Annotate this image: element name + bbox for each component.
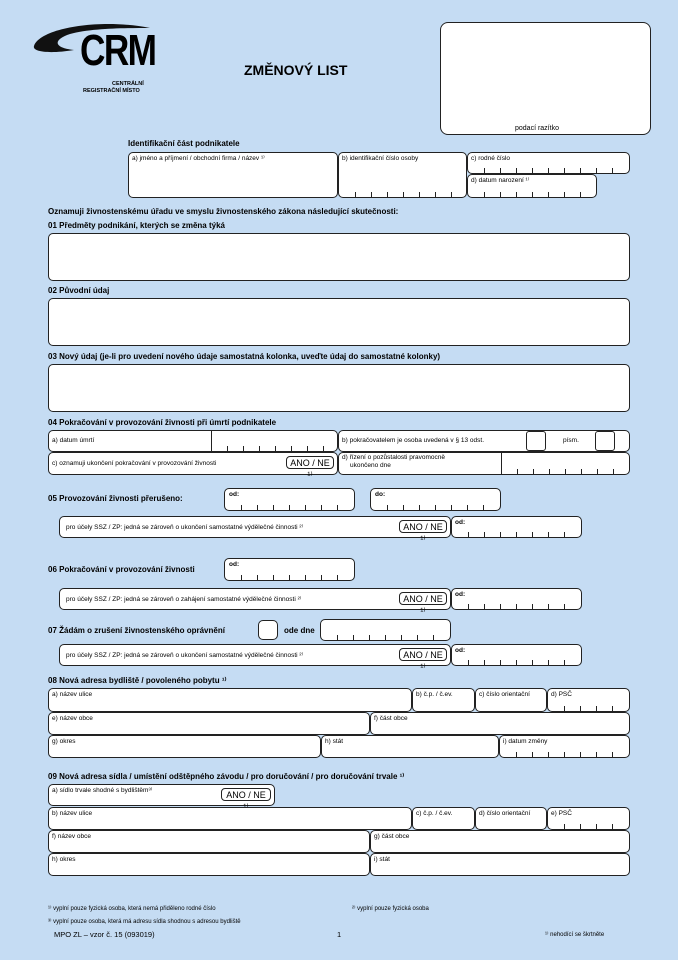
- s02-heading: 02 Původní údaj: [48, 286, 110, 295]
- digit-separator: [564, 604, 565, 609]
- s05-heading: 05 Provozování živnosti přerušeno:: [48, 494, 183, 503]
- s09-yn-toggle[interactable]: ANO / NE: [221, 788, 271, 801]
- digit-separator: [516, 752, 517, 757]
- s05-ssz-od-field[interactable]: [451, 516, 582, 538]
- digit-separator: [548, 192, 549, 197]
- s08-b-label: b) č.p. / č.ev.: [416, 691, 453, 698]
- digit-separator: [596, 752, 597, 757]
- digit-separator: [484, 192, 485, 197]
- digit-separator: [484, 532, 485, 537]
- s06-ssz-od-label: od:: [455, 591, 466, 598]
- s07-ode-label: ode dne: [284, 626, 315, 635]
- s07-date-field[interactable]: [320, 619, 451, 641]
- digit-separator: [532, 752, 533, 757]
- ident-rc-field[interactable]: [467, 152, 630, 174]
- page-number: 1: [337, 930, 342, 939]
- s07-ssz-od-field[interactable]: [451, 644, 582, 666]
- s07-ssz-field[interactable]: [59, 644, 451, 666]
- digit-separator: [433, 635, 434, 640]
- s08-date-field[interactable]: [499, 735, 630, 758]
- digit-separator: [337, 635, 338, 640]
- digit-separator: [532, 532, 533, 537]
- s09-city-field[interactable]: [48, 830, 370, 853]
- digit-separator: [419, 192, 420, 197]
- footnote-1: ¹⁾ vyplní pouze fyzická osoba, která nemá přiděleno rodné číslo: [48, 906, 216, 912]
- digit-separator: [451, 505, 452, 510]
- ident-ico-field[interactable]: [338, 152, 467, 198]
- digit-separator: [259, 446, 260, 451]
- digit-separator: [321, 505, 322, 510]
- digit-separator: [597, 469, 598, 474]
- intro-text: Oznamuji živnostenskému úřadu ve smyslu živnostenského zákona následující skutečnosti:: [48, 207, 399, 216]
- digit-separator: [580, 752, 581, 757]
- s05-ssz-label: pro účely SSZ / ZP: jedná se zároveň o ukončení samostatné výdělečné činnosti ²⁾: [66, 524, 304, 531]
- s07-checkbox[interactable]: [258, 620, 278, 640]
- s08-cp-field[interactable]: [412, 688, 475, 712]
- digit-separator: [564, 752, 565, 757]
- s09-h-label: h) okres: [52, 856, 76, 863]
- digit-separator: [548, 604, 549, 609]
- digit-separator: [387, 505, 388, 510]
- digit-separator: [581, 469, 582, 474]
- s08-district-field[interactable]: [48, 735, 321, 758]
- digit-separator: [435, 192, 436, 197]
- digit-separator: [305, 505, 306, 510]
- digit-separator: [548, 532, 549, 537]
- digit-separator: [564, 824, 565, 829]
- s08-c-label: c) číslo orientační: [479, 691, 530, 698]
- digit-separator: [548, 752, 549, 757]
- digit-separator: [467, 505, 468, 510]
- s08-heading: 08 Nová adresa bydliště / povoleného pobytu ¹⁾: [48, 676, 227, 685]
- digit-separator: [275, 446, 276, 451]
- s08-a-label: a) název ulice: [52, 691, 93, 698]
- digit-separator: [580, 824, 581, 829]
- digit-separator: [548, 660, 549, 665]
- s06-heading: 06 Pokračování v provozování živnosti: [48, 565, 195, 574]
- s09-cp-field[interactable]: [412, 807, 475, 830]
- digit-separator: [323, 446, 324, 451]
- s06-ssz-label: pro účely SSZ / ZP: jedná se zároveň o zahájení samostatné výdělečné činnosti ²⁾: [66, 596, 302, 603]
- s04-a-label: a) datum úmrtí: [52, 437, 95, 444]
- ident-ico-label: b) identifikační číslo osoby: [342, 155, 419, 162]
- logo-line2: REGISTRAČNÍ MÍSTO: [83, 88, 140, 94]
- s08-street-field[interactable]: [48, 688, 412, 712]
- s04-pism-label: písm.: [563, 437, 579, 444]
- s09-a-label: a) sídlo trvale shodné s bydlištěm³⁾: [52, 787, 153, 794]
- digit-separator: [307, 446, 308, 451]
- digit-separator: [548, 168, 549, 173]
- s04-heading: 04 Pokračování v provozování živnosti při úmrtí podnikatele: [48, 418, 277, 427]
- digit-separator: [564, 192, 565, 197]
- s08-part-field[interactable]: [370, 712, 630, 735]
- s06-yn-toggle[interactable]: ANO / NE ¹⁾: [399, 592, 447, 605]
- digit-separator: [612, 824, 613, 829]
- digit-separator: [500, 192, 501, 197]
- s02-field[interactable]: [48, 298, 630, 346]
- digit-separator: [500, 532, 501, 537]
- s09-b-label: b) název ulice: [52, 810, 93, 817]
- s08-f-label: f) část obce: [374, 715, 408, 722]
- s09-part-field[interactable]: [370, 830, 630, 853]
- s04-b-field[interactable]: [338, 430, 630, 452]
- s04-odst-box[interactable]: [526, 431, 546, 451]
- digit-separator: [517, 469, 518, 474]
- digit-separator: [401, 635, 402, 640]
- stamp-box[interactable]: [440, 22, 651, 135]
- digit-separator: [417, 635, 418, 640]
- digit-separator: [321, 575, 322, 580]
- s06-ssz-field[interactable]: [59, 588, 451, 610]
- digit-separator: [516, 192, 517, 197]
- digit-separator: [243, 446, 244, 451]
- digit-separator: [532, 192, 533, 197]
- digit-separator: [227, 446, 228, 451]
- digit-separator: [596, 168, 597, 173]
- s05-yn-toggle[interactable]: ANO / NE ¹⁾: [399, 520, 447, 533]
- digit-separator: [273, 575, 274, 580]
- digit-separator: [483, 505, 484, 510]
- ident-dob-field[interactable]: [467, 174, 597, 198]
- s05-ssz-field[interactable]: [59, 516, 451, 538]
- s08-h-label: h) stát: [325, 738, 344, 745]
- s08-i-label: i) datum změny: [503, 738, 548, 745]
- digit-separator: [403, 505, 404, 510]
- s08-g-label: g) okres: [52, 738, 76, 745]
- digit-separator: [468, 532, 469, 537]
- s07-ssz-od-label: od:: [455, 647, 466, 654]
- digit-separator: [435, 505, 436, 510]
- digit-separator: [564, 706, 565, 711]
- footnote-3: ³⁾ vyplní pouze osoba, která má adresu sídla shodnou s adresou bydliště: [48, 919, 241, 925]
- digit-separator: [355, 192, 356, 197]
- s04-death-date-field[interactable]: [48, 430, 338, 452]
- field-divider: [211, 431, 212, 451]
- digit-separator: [516, 660, 517, 665]
- s09-co-field[interactable]: [475, 807, 547, 830]
- s06-od-field[interactable]: [224, 558, 355, 581]
- digit-separator: [484, 660, 485, 665]
- footnote-2: ²⁾ vyplní pouze fyzická osoba: [352, 906, 429, 912]
- s04-b-label: b) pokračovatelem je osoba uvedená v § 13 odst.: [342, 437, 485, 444]
- digit-separator: [612, 752, 613, 757]
- s04-d1-label: d) řízení o pozůstalosti pravomocně: [342, 454, 445, 461]
- s05-do-field[interactable]: [370, 488, 501, 511]
- digit-separator: [484, 168, 485, 173]
- digit-separator: [596, 824, 597, 829]
- digit-separator: [241, 575, 242, 580]
- s09-f-label: f) název obce: [52, 833, 92, 840]
- s05-ssz-od-label: od:: [455, 519, 466, 526]
- strike-note: ¹⁾ nehodící se škrtněte: [545, 932, 605, 938]
- digit-separator: [500, 604, 501, 609]
- digit-separator: [369, 635, 370, 640]
- s09-c-label: c) č.p. / č.ev.: [416, 810, 453, 817]
- s08-psc-field[interactable]: [547, 688, 630, 712]
- ident-heading: Identifikační část podnikatele: [128, 139, 240, 148]
- digit-separator: [337, 575, 338, 580]
- s01-heading: 01 Předměty podnikání, kterých se změna týká: [48, 221, 225, 230]
- s06-ssz-od-field[interactable]: [451, 588, 582, 610]
- page-title: ZMĚNOVÝ LIST: [244, 62, 348, 78]
- stamp-label: podací razítko: [515, 125, 559, 132]
- digit-separator: [564, 660, 565, 665]
- s07-yn-toggle[interactable]: ANO / NE ¹⁾: [399, 648, 447, 661]
- s04-d-field[interactable]: [338, 452, 630, 475]
- ident-dob-label: d) datum narození ¹⁾: [471, 177, 530, 184]
- digit-separator: [419, 505, 420, 510]
- digit-separator: [532, 604, 533, 609]
- logo-letters: CRM: [80, 26, 156, 75]
- digit-separator: [564, 168, 565, 173]
- s08-co-field[interactable]: [475, 688, 547, 712]
- digit-separator: [564, 532, 565, 537]
- digit-separator: [549, 469, 550, 474]
- s03-heading: 03 Nový údaj (je-li pro uvedení nového údaje samostatná kolonka, uveďte údaj do samostatné kolonky): [48, 352, 441, 361]
- s09-e-label: e) PSČ: [551, 810, 572, 817]
- digit-separator: [500, 660, 501, 665]
- digit-separator: [451, 192, 452, 197]
- digit-separator: [241, 505, 242, 510]
- s09-d-label: d) číslo orientační: [479, 810, 531, 817]
- field-divider: [501, 453, 502, 474]
- s09-state-field[interactable]: [370, 853, 630, 876]
- ident-name-label: a) jméno a příjmení / obchodní firma / název ¹⁾: [132, 155, 265, 162]
- s06-od-label: od:: [229, 561, 240, 568]
- s09-heading: 09 Nová adresa sídla / umístění odštěpného závodu / pro doručování / pro doručování trvale ¹⁾: [48, 772, 405, 781]
- digit-separator: [289, 575, 290, 580]
- digit-separator: [533, 469, 534, 474]
- digit-separator: [516, 604, 517, 609]
- s05-do-label: do:: [375, 491, 386, 498]
- digit-separator: [516, 168, 517, 173]
- digit-separator: [596, 706, 597, 711]
- s08-city-field[interactable]: [48, 712, 370, 735]
- digit-separator: [291, 446, 292, 451]
- s07-ssz-label: pro účely SSZ / ZP: jedná se zároveň o ukončení samostatné výdělečné činnosti ²⁾: [66, 652, 304, 659]
- digit-separator: [612, 706, 613, 711]
- digit-separator: [387, 192, 388, 197]
- logo-line1: CENTRÁLNÍ: [112, 81, 144, 87]
- s09-i-label: i) stát: [374, 856, 390, 863]
- digit-separator: [532, 168, 533, 173]
- digit-separator: [289, 505, 290, 510]
- digit-separator: [468, 604, 469, 609]
- digit-separator: [305, 575, 306, 580]
- digit-separator: [371, 192, 372, 197]
- digit-separator: [565, 469, 566, 474]
- s04-pism-box[interactable]: [595, 431, 615, 451]
- s04-yn-toggle[interactable]: ANO / NE ¹⁾: [286, 456, 334, 469]
- s08-e-label: e) název obce: [52, 715, 93, 722]
- digit-separator: [580, 168, 581, 173]
- ident-name-field[interactable]: [128, 152, 338, 198]
- digit-separator: [532, 660, 533, 665]
- digit-separator: [337, 505, 338, 510]
- ident-rc-label: c) rodné číslo: [471, 155, 511, 162]
- s09-psc-field[interactable]: [547, 807, 630, 830]
- digit-separator: [385, 635, 386, 640]
- s05-od-field[interactable]: [224, 488, 355, 511]
- s08-d-label: d) PSČ: [551, 691, 572, 698]
- s09-g-label: g) část obce: [374, 833, 410, 840]
- s09-district-field[interactable]: [48, 853, 370, 876]
- form-code: MPO ZL – vzor č. 15 (093019): [54, 930, 155, 939]
- s01-field[interactable]: [48, 233, 630, 281]
- digit-separator: [516, 532, 517, 537]
- digit-separator: [468, 660, 469, 665]
- s03-field[interactable]: [48, 364, 630, 412]
- digit-separator: [484, 604, 485, 609]
- s07-heading: 07 Žádám o zrušení živnostenského oprávnění: [48, 626, 225, 635]
- s04-d2-label: ukončeno dne: [350, 462, 391, 469]
- digit-separator: [613, 469, 614, 474]
- digit-separator: [257, 505, 258, 510]
- s08-state-field[interactable]: [321, 735, 499, 758]
- digit-separator: [612, 168, 613, 173]
- digit-separator: [353, 635, 354, 640]
- digit-separator: [273, 505, 274, 510]
- s05-od-label: od:: [229, 491, 240, 498]
- s04-c-label: c) oznamuji ukončení pokračování v provozování živnosti: [52, 460, 217, 467]
- digit-separator: [580, 192, 581, 197]
- digit-separator: [580, 706, 581, 711]
- digit-separator: [403, 192, 404, 197]
- digit-separator: [500, 168, 501, 173]
- s09-street-field[interactable]: [48, 807, 412, 830]
- digit-separator: [257, 575, 258, 580]
